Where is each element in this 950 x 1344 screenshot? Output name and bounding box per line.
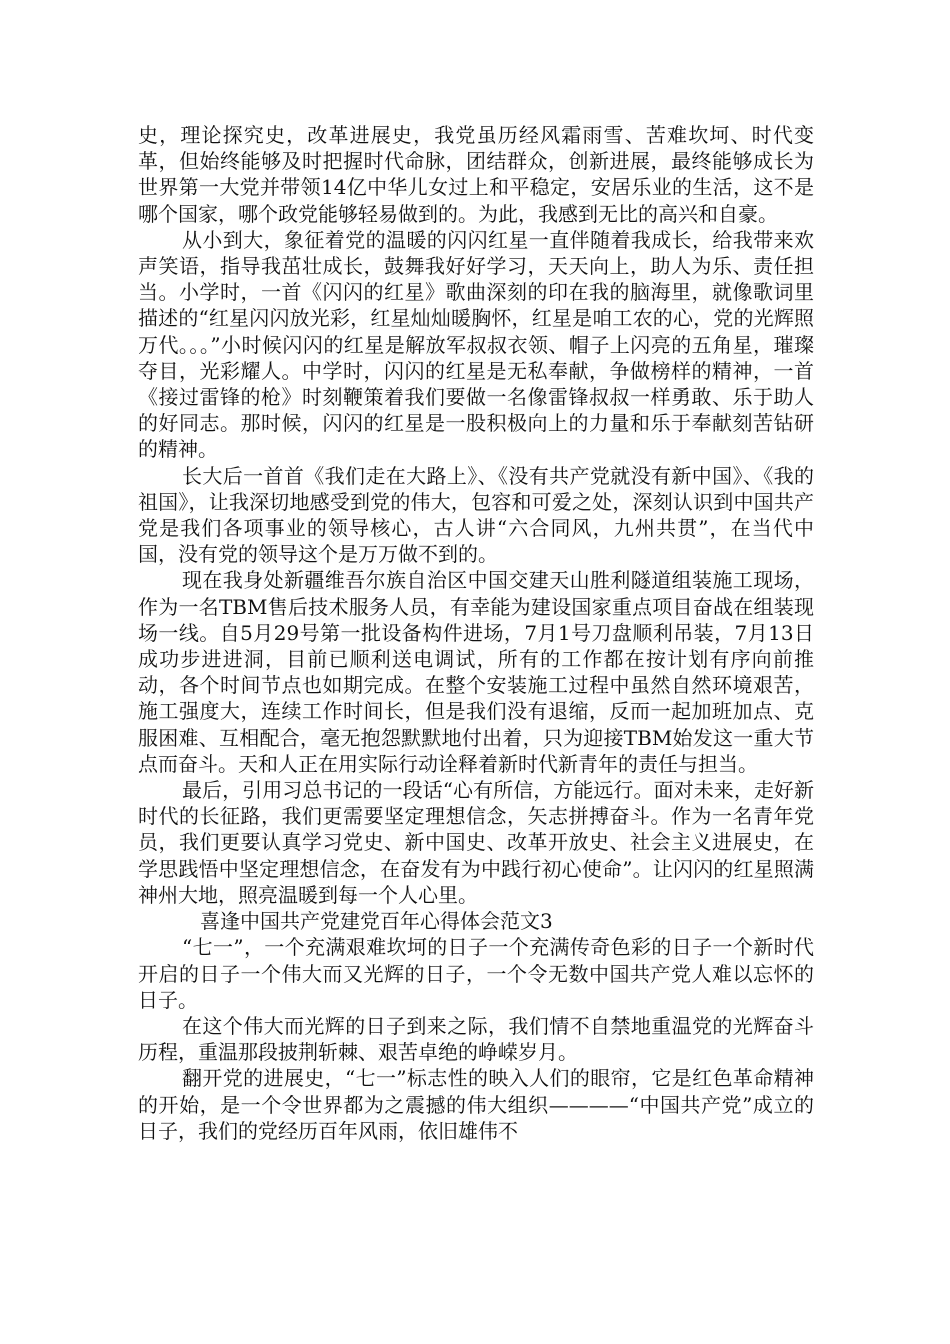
paragraph-4: 现在我身处新疆维吾尔族自治区中国交建天山胜利隧道组装施工现场，作为一名TBM售后技术服务人员，有幸能为建设国家重点项目奋战在组装现场一线。自5月29号第一批设备构件进场，7月1号刀盘顺利吊装，7月13日成功步进进洞，目前已顺利送电调试，所有的工作都在按计划有序向前推动，各个时间节点也如期完成。在整个安装施工过程中虽然自然环境艰苦，施工强度大，连续工作时间长，但是我们没有退缩，反而一起加班加点、克服困难、互相配合，毫无抱怨默默地付出着，只为迎接TBM始发这一重大节点而奋斗。天和人正在用实际行动诠释着新时代新青年的责任与担当。 bbox=[138, 568, 814, 776]
paragraph-2: 从小到大，象征着党的温暖的闪闪红星一直伴随着我成长，给我带来欢声笑语，指导我茁壮成长，鼓舞我好好学习，天天向上，助人为乐、责任担当。小学时，一首《闪闪的红星》歌曲深刻的印在我的脑海里，就像歌词里描述的“红星闪闪放光彩，红星灿灿暖胸怀，红星是咱工农的心，党的光辉照万代。。。”小时候闪闪的红星是解放军叔叔衣领、帽子上闪亮的五角星，璀璨夺目，光彩耀人。中学时，闪闪的红星是无私奉献，争做榜样的精神，一首《接过雷锋的枪》时刻鞭策着我们要做一名像雷锋叔叔一样勇敢、乐于助人的好同志。那时候，闪闪的红星是一股积极向上的力量和乐于奉献刻苦钻研的精神。 bbox=[138, 227, 814, 462]
document-page bbox=[138, 122, 814, 1144]
paragraph-5: 最后，引用习总书记的一段话“心有所信，方能远行。面对未来，走好新时代的长征路，我们更需要坚定理想信念，矢志拼搏奋斗。作为一名青年党员，我们更要认真学习党史、新中国史、改革开放史、社会主义进展史，在学思践悟中坚定理想信念，在奋发有为中践行初心使命”。让闪闪的红星照满神州大地，照亮温暖到每一个人心里。 bbox=[138, 778, 814, 907]
paragraph-8: 翻开党的进展史，“七一”标志性的映入人们的眼帘，它是红色革命精神的开始，是一个令世界都为之震撼的伟大组织————“中国共产党”成立的日子，我们的党经历百年风雨，依旧雄伟不 bbox=[138, 1066, 814, 1143]
paragraph-7: 在这个伟大而光辉的日子到来之际，我们情不自禁地重温党的光辉奋斗历程，重温那段披荆斩棘、艰苦卓绝的峥嵘岁月。 bbox=[138, 1013, 814, 1065]
paragraph-3: 长大后一首首《我们走在大路上》、《没有共产党就没有新中国》、《我的祖国》，让我深切地感受到党的伟大，包容和可爱之处，深刻认识到中国共产党是我们各项事业的领导核心，古人讲“六合同风，九州共贯”，在当代中国，没有党的领导这个是万万做不到的。 bbox=[138, 463, 814, 567]
section-heading: 喜逢中国共产党建党百年心得体会范文3 bbox=[200, 909, 553, 934]
paragraph-6: “七一”，一个充满艰难坎坷的日子一个充满传奇色彩的日子一个新时代开启的日子一个伟大而又光辉的日子，一个令无数中国共产党人难以忘怀的日子。 bbox=[138, 935, 814, 1012]
paragraph-1: 史，理论探究史，改革进展史，我党虽历经风霜雨雪、苦难坎坷、时代变革，但始终能够及时把握时代命脉，团结群众，创新进展，最终能够成长为世界第一大党并带领14亿中华儿女过上和平稳定，安居乐业的生活，这不是哪个国家，哪个政党能够轻易做到的。为此，我感到无比的高兴和自豪。 bbox=[138, 123, 814, 226]
